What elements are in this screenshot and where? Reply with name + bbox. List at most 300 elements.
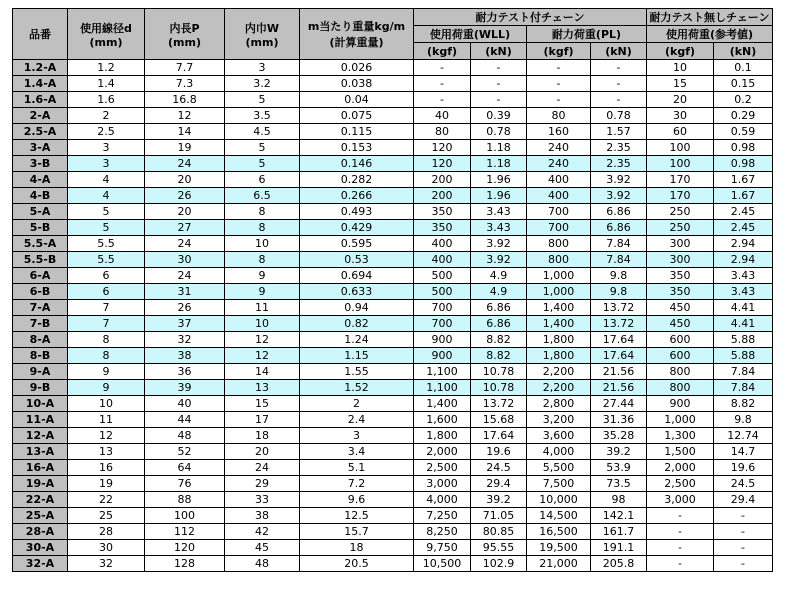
- cell-wll-kn: 1.18: [471, 156, 527, 172]
- cell-weight: 0.04: [300, 92, 414, 108]
- table-row: [13, 92, 773, 108]
- cell-pl-kn: 39.2: [591, 444, 647, 460]
- cell-width: 10: [225, 236, 300, 252]
- cell-pl-kgf: -: [527, 60, 591, 76]
- header-pl: 耐力荷重(PL): [527, 26, 647, 43]
- cell-ref-kn: 0.2: [714, 92, 773, 108]
- cell-width: 48: [225, 556, 300, 572]
- cell-wll-kgf: 80: [414, 124, 471, 140]
- cell-ref-kn: 0.15: [714, 76, 773, 92]
- cell-width: 3.2: [225, 76, 300, 92]
- cell-ref-kgf: 600: [647, 348, 714, 364]
- cell-wll-kgf: 2,000: [414, 444, 471, 460]
- cell-diameter: 1.4: [68, 76, 145, 92]
- cell-pitch: 30: [145, 252, 225, 268]
- cell-code: 25-A: [13, 508, 68, 524]
- cell-wll-kgf: 200: [414, 172, 471, 188]
- cell-diameter: 9: [68, 380, 145, 396]
- table-row: [13, 284, 773, 300]
- cell-diameter: 22: [68, 492, 145, 508]
- cell-ref-kgf: 20: [647, 92, 714, 108]
- cell-ref-kgf: 60: [647, 124, 714, 140]
- table-header: [13, 9, 773, 60]
- cell-ref-kn: 24.5: [714, 476, 773, 492]
- cell-width: 13: [225, 380, 300, 396]
- cell-ref-kn: 3.43: [714, 284, 773, 300]
- cell-ref-kgf: 170: [647, 188, 714, 204]
- cell-diameter: 4: [68, 188, 145, 204]
- cell-pitch: 32: [145, 332, 225, 348]
- cell-pl-kn: 73.5: [591, 476, 647, 492]
- cell-ref-kn: 3.43: [714, 268, 773, 284]
- cell-pl-kgf: 1,400: [527, 316, 591, 332]
- cell-pitch: 37: [145, 316, 225, 332]
- cell-wll-kn: 1.18: [471, 140, 527, 156]
- cell-diameter: 8: [68, 332, 145, 348]
- cell-ref-kgf: 350: [647, 268, 714, 284]
- cell-code: 5-B: [13, 220, 68, 236]
- cell-code: 1.4-A: [13, 76, 68, 92]
- cell-ref-kgf: -: [647, 540, 714, 556]
- table-row: [13, 300, 773, 316]
- cell-ref-kgf: 350: [647, 284, 714, 300]
- header-width: [225, 9, 300, 60]
- table-row: [13, 236, 773, 252]
- cell-ref-kgf: 100: [647, 140, 714, 156]
- cell-pl-kgf: 3,600: [527, 428, 591, 444]
- cell-pl-kgf: 21,000: [527, 556, 591, 572]
- cell-diameter: 4: [68, 172, 145, 188]
- cell-ref-kgf: 1,500: [647, 444, 714, 460]
- cell-pitch: 128: [145, 556, 225, 572]
- cell-diameter: 6: [68, 268, 145, 284]
- cell-wll-kgf: 500: [414, 268, 471, 284]
- cell-wll-kgf: 1,600: [414, 412, 471, 428]
- cell-ref-kn: 4.41: [714, 300, 773, 316]
- cell-wll-kgf: 900: [414, 332, 471, 348]
- cell-pl-kgf: 80: [527, 108, 591, 124]
- header-pitch-label: 内長P: [169, 21, 200, 35]
- cell-pl-kgf: 19,500: [527, 540, 591, 556]
- cell-ref-kgf: 800: [647, 380, 714, 396]
- table-row: [13, 524, 773, 540]
- cell-weight: 20.5: [300, 556, 414, 572]
- cell-ref-kn: 4.41: [714, 316, 773, 332]
- cell-pl-kgf: -: [527, 92, 591, 108]
- cell-weight: 12.5: [300, 508, 414, 524]
- cell-diameter: 1.6: [68, 92, 145, 108]
- cell-ref-kgf: 15: [647, 76, 714, 92]
- cell-weight: 0.115: [300, 124, 414, 140]
- cell-pl-kgf: 2,800: [527, 396, 591, 412]
- cell-pl-kgf: 1,800: [527, 348, 591, 364]
- cell-wll-kgf: 10,500: [414, 556, 471, 572]
- cell-wll-kn: 29.4: [471, 476, 527, 492]
- cell-pl-kn: -: [591, 92, 647, 108]
- cell-wll-kgf: 9,750: [414, 540, 471, 556]
- cell-pitch: 31: [145, 284, 225, 300]
- cell-diameter: 7: [68, 316, 145, 332]
- table-row: [13, 492, 773, 508]
- cell-diameter: 25: [68, 508, 145, 524]
- cell-wll-kgf: 350: [414, 220, 471, 236]
- cell-ref-kn: 1.67: [714, 172, 773, 188]
- cell-wll-kn: 4.9: [471, 268, 527, 284]
- cell-wll-kgf: 1,100: [414, 380, 471, 396]
- cell-diameter: 5.5: [68, 236, 145, 252]
- cell-diameter: 30: [68, 540, 145, 556]
- cell-wll-kgf: 350: [414, 204, 471, 220]
- cell-wll-kn: 8.82: [471, 332, 527, 348]
- cell-wll-kn: 6.86: [471, 316, 527, 332]
- cell-code: 16-A: [13, 460, 68, 476]
- cell-width: 42: [225, 524, 300, 540]
- cell-pl-kn: 2.35: [591, 140, 647, 156]
- cell-wll-kn: 1.96: [471, 172, 527, 188]
- table-row: [13, 444, 773, 460]
- cell-ref-kn: 7.84: [714, 380, 773, 396]
- cell-ref-kgf: -: [647, 556, 714, 572]
- cell-pitch: 16.8: [145, 92, 225, 108]
- cell-width: 8: [225, 220, 300, 236]
- cell-pl-kn: 31.36: [591, 412, 647, 428]
- cell-pitch: 20: [145, 204, 225, 220]
- cell-diameter: 13: [68, 444, 145, 460]
- cell-ref-kgf: 900: [647, 396, 714, 412]
- header-unit-kn: (kN): [471, 43, 527, 60]
- cell-weight: 0.146: [300, 156, 414, 172]
- cell-code: 4-A: [13, 172, 68, 188]
- cell-wll-kn: 0.78: [471, 124, 527, 140]
- cell-width: 12: [225, 332, 300, 348]
- cell-code: 9-A: [13, 364, 68, 380]
- cell-ref-kn: 0.59: [714, 124, 773, 140]
- cell-width: 20: [225, 444, 300, 460]
- cell-ref-kgf: -: [647, 508, 714, 524]
- cell-wll-kgf: 900: [414, 348, 471, 364]
- cell-pl-kn: 9.8: [591, 268, 647, 284]
- cell-pl-kgf: 400: [527, 172, 591, 188]
- table-row: [13, 252, 773, 268]
- table-row: [13, 316, 773, 332]
- table-row: [13, 140, 773, 156]
- cell-pl-kn: 13.72: [591, 300, 647, 316]
- header-width-unit: (mm): [245, 35, 279, 49]
- cell-pl-kgf: -: [527, 76, 591, 92]
- table-row: [13, 556, 773, 572]
- cell-pl-kn: 21.56: [591, 380, 647, 396]
- cell-pl-kgf: 1,000: [527, 284, 591, 300]
- cell-ref-kn: 0.98: [714, 156, 773, 172]
- cell-pl-kgf: 800: [527, 252, 591, 268]
- cell-pl-kgf: 7,500: [527, 476, 591, 492]
- cell-ref-kn: 29.4: [714, 492, 773, 508]
- cell-ref-kgf: 250: [647, 220, 714, 236]
- cell-pitch: 112: [145, 524, 225, 540]
- cell-width: 3: [225, 60, 300, 76]
- cell-pl-kn: 205.8: [591, 556, 647, 572]
- cell-ref-kn: -: [714, 540, 773, 556]
- table-row: [13, 268, 773, 284]
- cell-pl-kn: 1.57: [591, 124, 647, 140]
- cell-weight: 1.55: [300, 364, 414, 380]
- cell-pitch: 38: [145, 348, 225, 364]
- cell-wll-kn: 102.9: [471, 556, 527, 572]
- cell-wll-kn: 80.85: [471, 524, 527, 540]
- cell-width: 12: [225, 348, 300, 364]
- cell-wll-kn: -: [471, 60, 527, 76]
- header-unit-kn: (kN): [714, 43, 773, 60]
- cell-code: 2-A: [13, 108, 68, 124]
- cell-weight: 2: [300, 396, 414, 412]
- cell-pl-kgf: 3,200: [527, 412, 591, 428]
- cell-pl-kgf: 2,200: [527, 380, 591, 396]
- cell-wll-kn: 10.78: [471, 364, 527, 380]
- cell-ref-kgf: 2,500: [647, 476, 714, 492]
- cell-wll-kgf: 2,500: [414, 460, 471, 476]
- cell-wll-kn: 8.82: [471, 348, 527, 364]
- header-ref-load: 使用荷重(参考値): [647, 26, 773, 43]
- cell-weight: 1.15: [300, 348, 414, 364]
- cell-width: 10: [225, 316, 300, 332]
- cell-pl-kgf: 5,500: [527, 460, 591, 476]
- cell-pl-kgf: 700: [527, 204, 591, 220]
- cell-wll-kn: 0.39: [471, 108, 527, 124]
- cell-wll-kn: -: [471, 92, 527, 108]
- cell-width: 6.5: [225, 188, 300, 204]
- cell-pl-kn: 0.78: [591, 108, 647, 124]
- cell-weight: 0.595: [300, 236, 414, 252]
- cell-pitch: 26: [145, 300, 225, 316]
- cell-wll-kn: 24.5: [471, 460, 527, 476]
- cell-width: 11: [225, 300, 300, 316]
- cell-diameter: 16: [68, 460, 145, 476]
- cell-pitch: 44: [145, 412, 225, 428]
- cell-pl-kgf: 4,000: [527, 444, 591, 460]
- cell-pl-kgf: 14,500: [527, 508, 591, 524]
- cell-ref-kgf: 100: [647, 156, 714, 172]
- cell-ref-kgf: 600: [647, 332, 714, 348]
- cell-weight: 9.6: [300, 492, 414, 508]
- cell-diameter: 5.5: [68, 252, 145, 268]
- cell-weight: 7.2: [300, 476, 414, 492]
- cell-wll-kgf: 4,000: [414, 492, 471, 508]
- header-weight-label: m当たり重量kg/m: [307, 20, 406, 33]
- cell-ref-kgf: 250: [647, 204, 714, 220]
- cell-code: 9-B: [13, 380, 68, 396]
- cell-pitch: 100: [145, 508, 225, 524]
- header-tested-group: 耐力テスト付チェーン: [414, 9, 647, 26]
- cell-width: 4.5: [225, 124, 300, 140]
- cell-wll-kn: 19.6: [471, 444, 527, 460]
- cell-pitch: 40: [145, 396, 225, 412]
- cell-pitch: 120: [145, 540, 225, 556]
- cell-width: 6: [225, 172, 300, 188]
- cell-code: 6-A: [13, 268, 68, 284]
- cell-wll-kn: 3.92: [471, 236, 527, 252]
- cell-wll-kgf: 3,000: [414, 476, 471, 492]
- cell-pl-kgf: 240: [527, 140, 591, 156]
- cell-width: 9: [225, 268, 300, 284]
- cell-wll-kn: 3.43: [471, 204, 527, 220]
- cell-wll-kn: -: [471, 76, 527, 92]
- header-unit-kgf: (kgf): [414, 43, 471, 60]
- cell-pl-kn: 7.84: [591, 252, 647, 268]
- table-row: [13, 412, 773, 428]
- cell-pl-kgf: 2,200: [527, 364, 591, 380]
- table-row: [13, 108, 773, 124]
- header-diameter-label: 使用線径d: [80, 21, 132, 35]
- cell-width: 45: [225, 540, 300, 556]
- cell-wll-kn: 15.68: [471, 412, 527, 428]
- cell-pl-kn: 191.1: [591, 540, 647, 556]
- cell-diameter: 5: [68, 220, 145, 236]
- cell-wll-kgf: -: [414, 76, 471, 92]
- cell-pitch: 12: [145, 108, 225, 124]
- header-unit-kn: (kN): [591, 43, 647, 60]
- cell-weight: 0.82: [300, 316, 414, 332]
- cell-pl-kn: 13.72: [591, 316, 647, 332]
- cell-ref-kgf: 450: [647, 300, 714, 316]
- cell-code: 8-B: [13, 348, 68, 364]
- cell-ref-kgf: 450: [647, 316, 714, 332]
- cell-ref-kn: 19.6: [714, 460, 773, 476]
- cell-code: 22-A: [13, 492, 68, 508]
- cell-pl-kgf: 1,400: [527, 300, 591, 316]
- cell-ref-kn: -: [714, 524, 773, 540]
- table-row: [13, 348, 773, 364]
- cell-diameter: 2: [68, 108, 145, 124]
- cell-diameter: 6: [68, 284, 145, 300]
- cell-code: 2.5-A: [13, 124, 68, 140]
- cell-weight: 0.026: [300, 60, 414, 76]
- cell-pl-kn: 35.28: [591, 428, 647, 444]
- cell-weight: 0.153: [300, 140, 414, 156]
- header-wll: 使用荷重(WLL): [414, 26, 527, 43]
- cell-ref-kgf: 10: [647, 60, 714, 76]
- cell-wll-kgf: 400: [414, 236, 471, 252]
- cell-width: 5: [225, 92, 300, 108]
- cell-code: 1.2-A: [13, 60, 68, 76]
- cell-wll-kgf: 700: [414, 300, 471, 316]
- cell-code: 6-B: [13, 284, 68, 300]
- cell-wll-kn: 3.92: [471, 252, 527, 268]
- cell-ref-kgf: 3,000: [647, 492, 714, 508]
- cell-pl-kn: 3.92: [591, 172, 647, 188]
- cell-ref-kgf: 1,000: [647, 412, 714, 428]
- cell-pl-kn: 3.92: [591, 188, 647, 204]
- header-code: 品番: [13, 9, 68, 60]
- cell-code: 4-B: [13, 188, 68, 204]
- cell-pl-kgf: 16,500: [527, 524, 591, 540]
- cell-wll-kgf: 200: [414, 188, 471, 204]
- cell-code: 13-A: [13, 444, 68, 460]
- cell-weight: 0.94: [300, 300, 414, 316]
- cell-wll-kgf: 500: [414, 284, 471, 300]
- cell-width: 18: [225, 428, 300, 444]
- cell-ref-kn: 0.98: [714, 140, 773, 156]
- cell-ref-kn: 5.88: [714, 348, 773, 364]
- cell-wll-kgf: 120: [414, 140, 471, 156]
- cell-wll-kgf: 7,250: [414, 508, 471, 524]
- cell-ref-kn: 0.29: [714, 108, 773, 124]
- table-row: [13, 396, 773, 412]
- header-width-label: 内巾W: [244, 21, 280, 35]
- cell-ref-kn: 14.7: [714, 444, 773, 460]
- cell-ref-kn: 12.74: [714, 428, 773, 444]
- cell-ref-kn: 2.45: [714, 204, 773, 220]
- table-row: [13, 380, 773, 396]
- cell-code: 11-A: [13, 412, 68, 428]
- table-row: [13, 220, 773, 236]
- cell-width: 5: [225, 156, 300, 172]
- table-row: [13, 476, 773, 492]
- cell-ref-kn: 5.88: [714, 332, 773, 348]
- cell-pitch: 20: [145, 172, 225, 188]
- header-weight: [300, 9, 414, 60]
- table-row: [13, 172, 773, 188]
- cell-pl-kn: 17.64: [591, 348, 647, 364]
- cell-pl-kgf: 10,000: [527, 492, 591, 508]
- cell-width: 24: [225, 460, 300, 476]
- cell-pl-kn: -: [591, 60, 647, 76]
- cell-code: 7-A: [13, 300, 68, 316]
- cell-pl-kgf: 800: [527, 236, 591, 252]
- cell-pitch: 24: [145, 236, 225, 252]
- cell-pitch: 7.7: [145, 60, 225, 76]
- cell-pitch: 14: [145, 124, 225, 140]
- cell-ref-kgf: 300: [647, 236, 714, 252]
- table-row: [13, 332, 773, 348]
- table-row: [13, 508, 773, 524]
- cell-pitch: 19: [145, 140, 225, 156]
- cell-weight: 0.493: [300, 204, 414, 220]
- cell-wll-kgf: -: [414, 92, 471, 108]
- cell-ref-kgf: 1,300: [647, 428, 714, 444]
- cell-diameter: 1.2: [68, 60, 145, 76]
- cell-diameter: 2.5: [68, 124, 145, 140]
- cell-pl-kgf: 160: [527, 124, 591, 140]
- cell-wll-kgf: 1,400: [414, 396, 471, 412]
- cell-diameter: 8: [68, 348, 145, 364]
- cell-ref-kn: 7.84: [714, 364, 773, 380]
- header-weight-sub: (計算重量): [329, 36, 384, 49]
- cell-weight: 0.282: [300, 172, 414, 188]
- cell-code: 30-A: [13, 540, 68, 556]
- cell-pl-kn: 9.8: [591, 284, 647, 300]
- cell-ref-kn: 9.8: [714, 412, 773, 428]
- cell-ref-kn: -: [714, 556, 773, 572]
- cell-weight: 5.1: [300, 460, 414, 476]
- cell-ref-kn: -: [714, 508, 773, 524]
- header-pitch: [145, 9, 225, 60]
- header-unit-kgf: (kgf): [527, 43, 591, 60]
- cell-weight: 1.24: [300, 332, 414, 348]
- cell-ref-kn: 1.67: [714, 188, 773, 204]
- cell-width: 15: [225, 396, 300, 412]
- cell-pl-kn: 27.44: [591, 396, 647, 412]
- cell-diameter: 28: [68, 524, 145, 540]
- cell-wll-kgf: 1,100: [414, 364, 471, 380]
- table-row: [13, 156, 773, 172]
- cell-diameter: 10: [68, 396, 145, 412]
- header-untested-group: 耐力テスト無しチェーン: [647, 9, 773, 26]
- cell-ref-kn: 2.45: [714, 220, 773, 236]
- cell-pitch: 39: [145, 380, 225, 396]
- cell-code: 3-A: [13, 140, 68, 156]
- cell-wll-kgf: 1,800: [414, 428, 471, 444]
- cell-pl-kn: -: [591, 76, 647, 92]
